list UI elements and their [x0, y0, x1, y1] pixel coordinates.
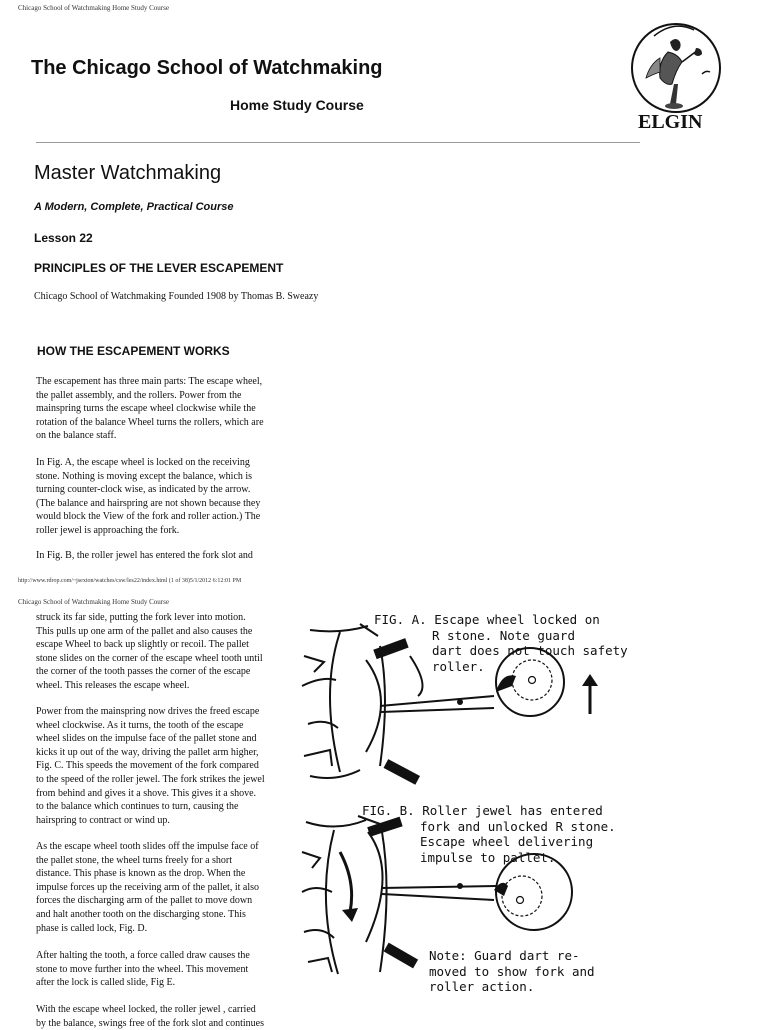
fig-a-caption: FIG. A. Escape wheel locked on R stone. Note guard dart does not touch safety roller. — [374, 612, 628, 674]
page1-paragraph-3: In Fig. B, the roller jewel has entered the fork slot and — [36, 550, 253, 561]
master-title: Master Watchmaking — [34, 162, 222, 184]
course-subtitle: Home Study Course — [230, 97, 364, 113]
section-heading: HOW THE ESCAPEMENT WORKS — [37, 344, 230, 358]
fig-b-note: Note: Guard dart re- moved to show fork and roller action. — [429, 948, 595, 994]
page2-paragraph-3: As the escape wheel tooth slides off the impulse face of the pallet stone, the wheel turns freely for a short distance. This phase is known as the drop. When the impulse forces up the receiving arm of the pallet, it also forces the discharging arm of the pallet to move down and halt another tooth on the discharging stone. This phase is called lock, Fig. D. — [36, 841, 259, 934]
fig-b-caption: FIG. B. Roller jewel has entered fork and unlocked R stone. Escape wheel delivering impulse to pallet. — [362, 803, 616, 865]
school-title: The Chicago School of Watchmaking — [31, 57, 383, 79]
lesson-title: PRINCIPLES OF THE LEVER ESCAPEMENT — [34, 261, 284, 275]
master-subtitle: A Modern, Complete, Practical Course — [34, 201, 234, 213]
page-header-small: Chicago School of Watchmaking Home Study Course — [18, 4, 169, 12]
lesson-number: Lesson 22 — [34, 231, 93, 245]
page2-paragraph-4: After halting the tooth, a force called draw causes the stone to move further into the wheel. This movement after the lock is called slide, Fig E. — [36, 950, 250, 989]
fig-a-diagram — [300, 616, 640, 792]
elgin-logo-text: ELGIN — [638, 111, 703, 133]
page-footer-url[interactable]: http://www.rdrop.com/~jsexton/watches/csw/les22/index.html (1 of 38)5/1/2012 6:12:01 PM — [18, 578, 242, 584]
page2-paragraph-1: struck its far side, putting the fork lever into motion. This pulls up one arm of the pallet and also causes the escape Wheel to back up slightly or recoil. The pallet stone slides on the corner of the escape wheel tooth until the corner of the tooth passes the corner of the escape wheel. This releases the escape wheel. — [36, 612, 263, 691]
page1-paragraph-2: In Fig. A, the escape wheel is locked on the receiving stone. Nothing is moving except the balance, which is turning counter-clock wise, as indicated by the arrow. (The balance and hairspring are not shown because they would block the View of the fork and roller action.) The roller jewel is approaching the fork. — [36, 457, 261, 536]
page1-paragraph-1: The escapement has three main parts: The escape wheel, the pallet assembly, and the rollers. Power from the mainspring turns the escape wheel clockwise while the rotation of the balance Wheel turns the rollers, which are on the balance staff. — [36, 376, 264, 442]
founded-line: Chicago School of Watchmaking Founded 1908 by Thomas B. Sweazy — [34, 291, 319, 302]
page2-paragraph-5: With the escape wheel locked, the roller jewel , carried by the balance, swings free of the fork slot and continues — [36, 1004, 264, 1029]
page2-paragraph-2: Power from the mainspring now drives the freed escape wheel clockwise. As it turns, the tooth of the escape wheel slides on the impulse face of the pallet stone and kicks it up out of the way, driving the pallet arm higher, Fig. C. This speeds the movement of the fork compared to the speed of the roller jewel. The fork strikes the jewel from behind and gives it a shove. This gives it a shove. to the balance which continues to turn, causing the hairspring to contract or wind up. — [36, 706, 265, 826]
page2-header-small: Chicago School of Watchmaking Home Study Course — [18, 598, 169, 606]
elgin-logo — [630, 22, 726, 134]
header-divider — [36, 142, 640, 143]
